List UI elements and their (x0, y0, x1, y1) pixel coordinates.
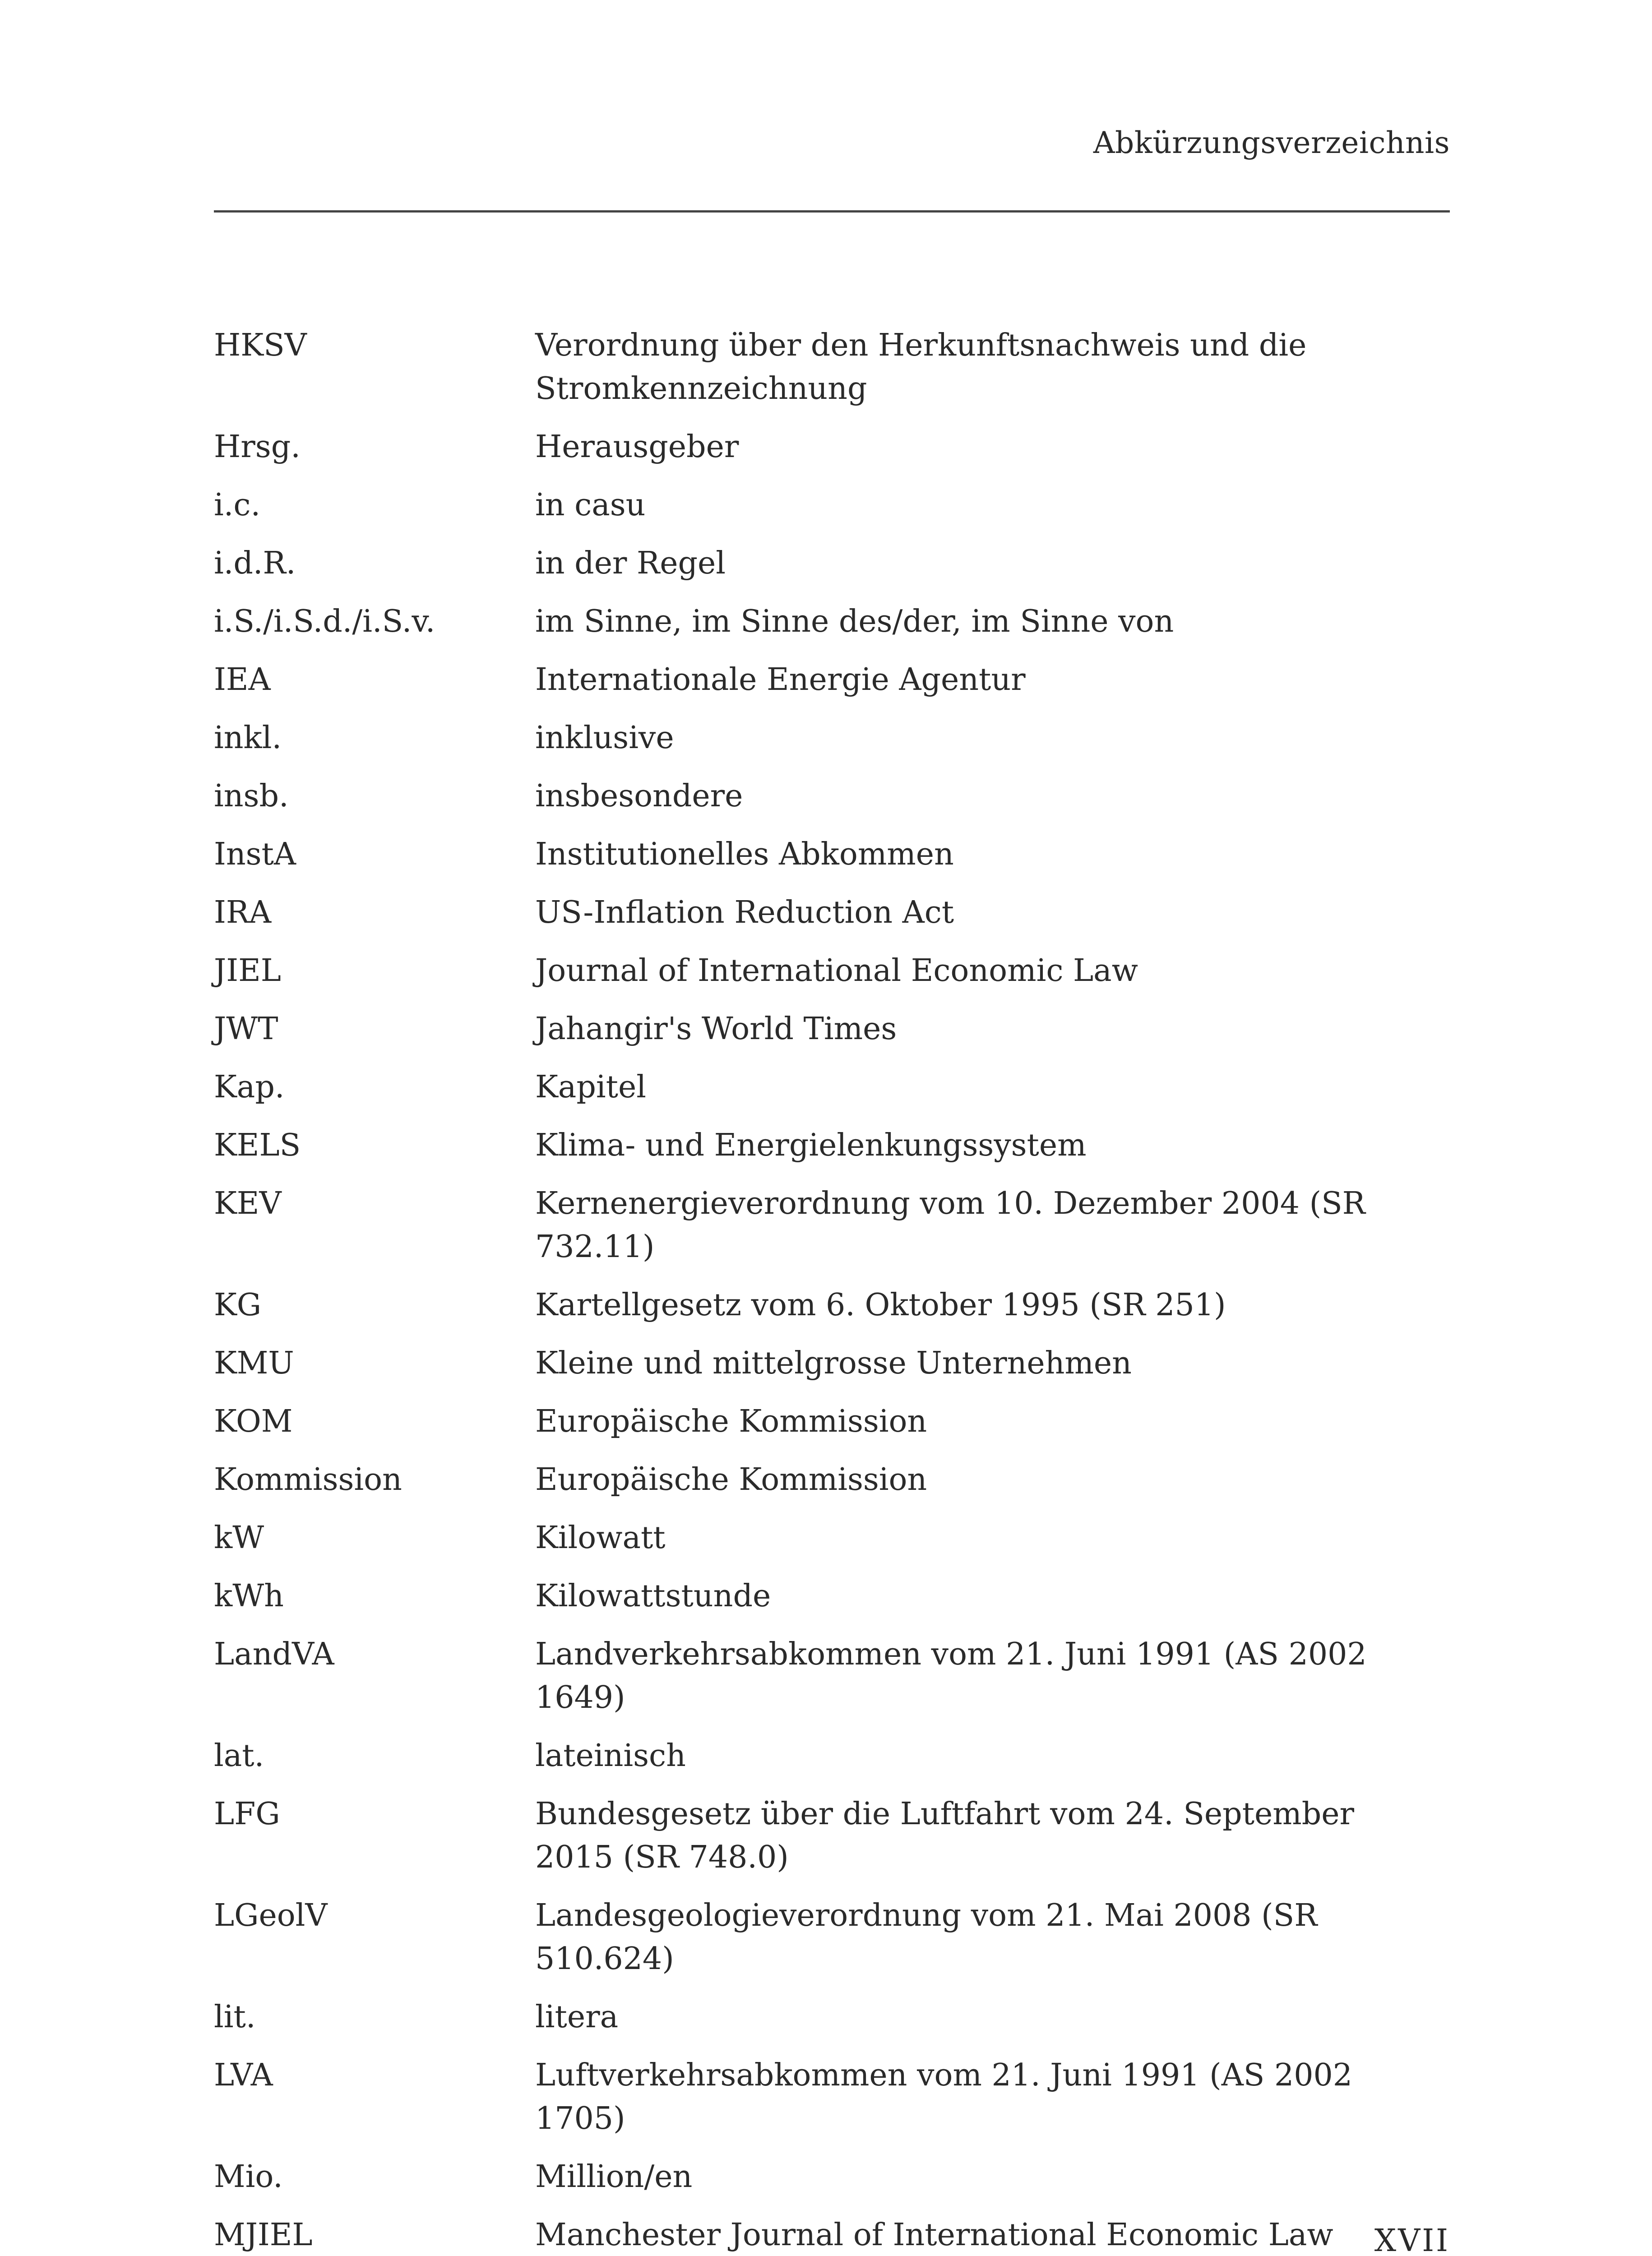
abbreviation-entry (214, 1008, 1387, 1051)
abbreviation-definition: im Sinne, im Sinne des/der, im Sinne von (535, 604, 1174, 639)
abbreviation-definition: lateinisch (535, 1738, 686, 1774)
abbreviation-definition: Klima- und Energielenkungssystem (535, 1128, 1087, 1163)
abbreviation-term: MJIEL (214, 2217, 313, 2253)
abbreviation-term: inkl. (214, 720, 282, 756)
abbreviation-entry (214, 2054, 1387, 2140)
header-divider (214, 210, 1450, 213)
abbreviation-definition: Landesgeologieverordnung vom 21. Mai 2008 (SR 510.624) (535, 1898, 1318, 1977)
abbreviation-entry (214, 484, 1387, 527)
abbreviation-definition: Manchester Journal of International Economic Law (535, 2217, 1333, 2253)
abbreviation-term: IRA (214, 895, 272, 930)
abbreviation-definition: in der Regel (535, 546, 726, 581)
abbreviation-term: IEA (214, 662, 271, 698)
abbreviation-entry (214, 1575, 1387, 1618)
abbreviation-entry (214, 1996, 1387, 2039)
abbreviation-definition: Kartellgesetz vom 6. Oktober 1995 (SR 251) (535, 1287, 1226, 1323)
abbreviation-term: Mio. (214, 2159, 283, 2195)
abbreviation-entry (214, 1458, 1387, 1502)
abbreviation-definition: Europäische Kommission (535, 1404, 927, 1439)
abbreviation-definition: Landverkehrsabkommen vom 21. Juni 1991 (AS 2002 1649) (535, 1637, 1367, 1715)
abbreviation-entry (214, 2214, 1387, 2256)
abbreviation-entry (214, 1516, 1387, 1560)
abbreviation-definition: Kernenergieverordnung vom 10. Dezember 2004 (SR 732.11) (535, 1186, 1365, 1265)
abbreviation-entry (214, 2155, 1387, 2199)
abbreviation-entry (214, 425, 1387, 469)
abbreviation-definition: Journal of International Economic Law (535, 953, 1138, 989)
abbreviation-definition: Jahangir's World Times (535, 1011, 897, 1047)
abbreviation-term: KEV (214, 1186, 282, 1221)
abbreviation-definition: Kilowatt (535, 1520, 666, 1556)
abbreviation-entry (214, 1400, 1387, 1443)
page-number: XVII (1374, 2223, 1450, 2256)
abbreviation-definition: Kleine und mittelgrosse Unternehmen (535, 1345, 1132, 1381)
abbreviation-term: KELS (214, 1128, 301, 1163)
abbreviation-definition: Million/en (535, 2159, 693, 2195)
abbreviation-term: kWh (214, 1578, 284, 1614)
abbreviation-term: Kap. (214, 1069, 285, 1105)
abbreviation-definition: Kapitel (535, 1069, 646, 1105)
abbreviation-entry (214, 1342, 1387, 1385)
abbreviation-entry (214, 1066, 1387, 1109)
abbreviation-entry (214, 1793, 1387, 1879)
abbreviation-list (214, 324, 1387, 2256)
abbreviation-definition: Institutionelles Abkommen (535, 837, 954, 872)
abbreviation-definition: Internationale Energie Agentur (535, 662, 1026, 698)
abbreviation-term: Kommission (214, 1462, 402, 1498)
abbreviation-term: KG (214, 1287, 262, 1323)
abbreviation-entry (214, 1633, 1387, 1720)
abbreviation-term: LandVA (214, 1637, 334, 1672)
abbreviation-definition: insbesondere (535, 778, 743, 814)
abbreviation-term: KOM (214, 1404, 293, 1439)
abbreviation-term: insb. (214, 778, 289, 814)
abbreviation-definition: litera (535, 1999, 619, 2035)
abbreviation-definition: Bundesgesetz über die Luftfahrt vom 24. September 2015 (SR 748.0) (535, 1796, 1355, 1875)
abbreviation-term: JWT (214, 1011, 278, 1047)
abbreviation-entry (214, 949, 1387, 993)
abbreviation-entry (214, 1894, 1387, 1981)
abbreviation-term: lit. (214, 1999, 256, 2035)
abbreviation-entry (214, 775, 1387, 818)
abbreviation-definition: Herausgeber (535, 429, 739, 465)
abbreviation-term: kW (214, 1520, 264, 1556)
abbreviation-term: lat. (214, 1738, 264, 1774)
abbreviation-entry (214, 1734, 1387, 1778)
abbreviation-entry (214, 1182, 1387, 1269)
abbreviation-term: LVA (214, 2057, 273, 2093)
abbreviation-term: InstA (214, 837, 296, 872)
abbreviation-term: KMU (214, 1345, 294, 1381)
abbreviation-entry (214, 324, 1387, 411)
abbreviation-term: LGeolV (214, 1898, 328, 1933)
abbreviation-term: i.d.R. (214, 546, 296, 581)
abbreviation-definition: US-Inflation Reduction Act (535, 895, 954, 930)
abbreviation-term: LFG (214, 1796, 280, 1832)
abbreviation-entry (214, 891, 1387, 934)
abbreviation-term: HKSV (214, 328, 307, 363)
abbreviation-definition: Verordnung über den Herkunftsnachweis und die Stromkennzeichnung (535, 328, 1307, 407)
running-head-title: Abkürzungsverzeichnis (1093, 125, 1450, 160)
abbreviation-entry (214, 658, 1387, 702)
abbreviation-entry (214, 600, 1387, 643)
abbreviation-entry (214, 1124, 1387, 1167)
abbreviation-term: i.S./i.S.d./i.S.v. (214, 604, 435, 639)
abbreviation-entry (214, 717, 1387, 760)
abbreviation-term: i.c. (214, 487, 261, 523)
abbreviation-entry (214, 833, 1387, 876)
abbreviation-definition: Europäische Kommission (535, 1462, 927, 1498)
abbreviation-definition: Kilowattstunde (535, 1578, 771, 1614)
abbreviation-definition: Luftverkehrsabkommen vom 21. Juni 1991 (AS 2002 1705) (535, 2057, 1353, 2136)
abbreviation-definition: inklusive (535, 720, 674, 756)
abbreviation-term: Hrsg. (214, 429, 301, 465)
abbreviation-entry (214, 1284, 1387, 1327)
abbreviation-term: JIEL (214, 953, 281, 989)
abbreviation-definition: in casu (535, 487, 646, 523)
abbreviation-entry (214, 542, 1387, 585)
